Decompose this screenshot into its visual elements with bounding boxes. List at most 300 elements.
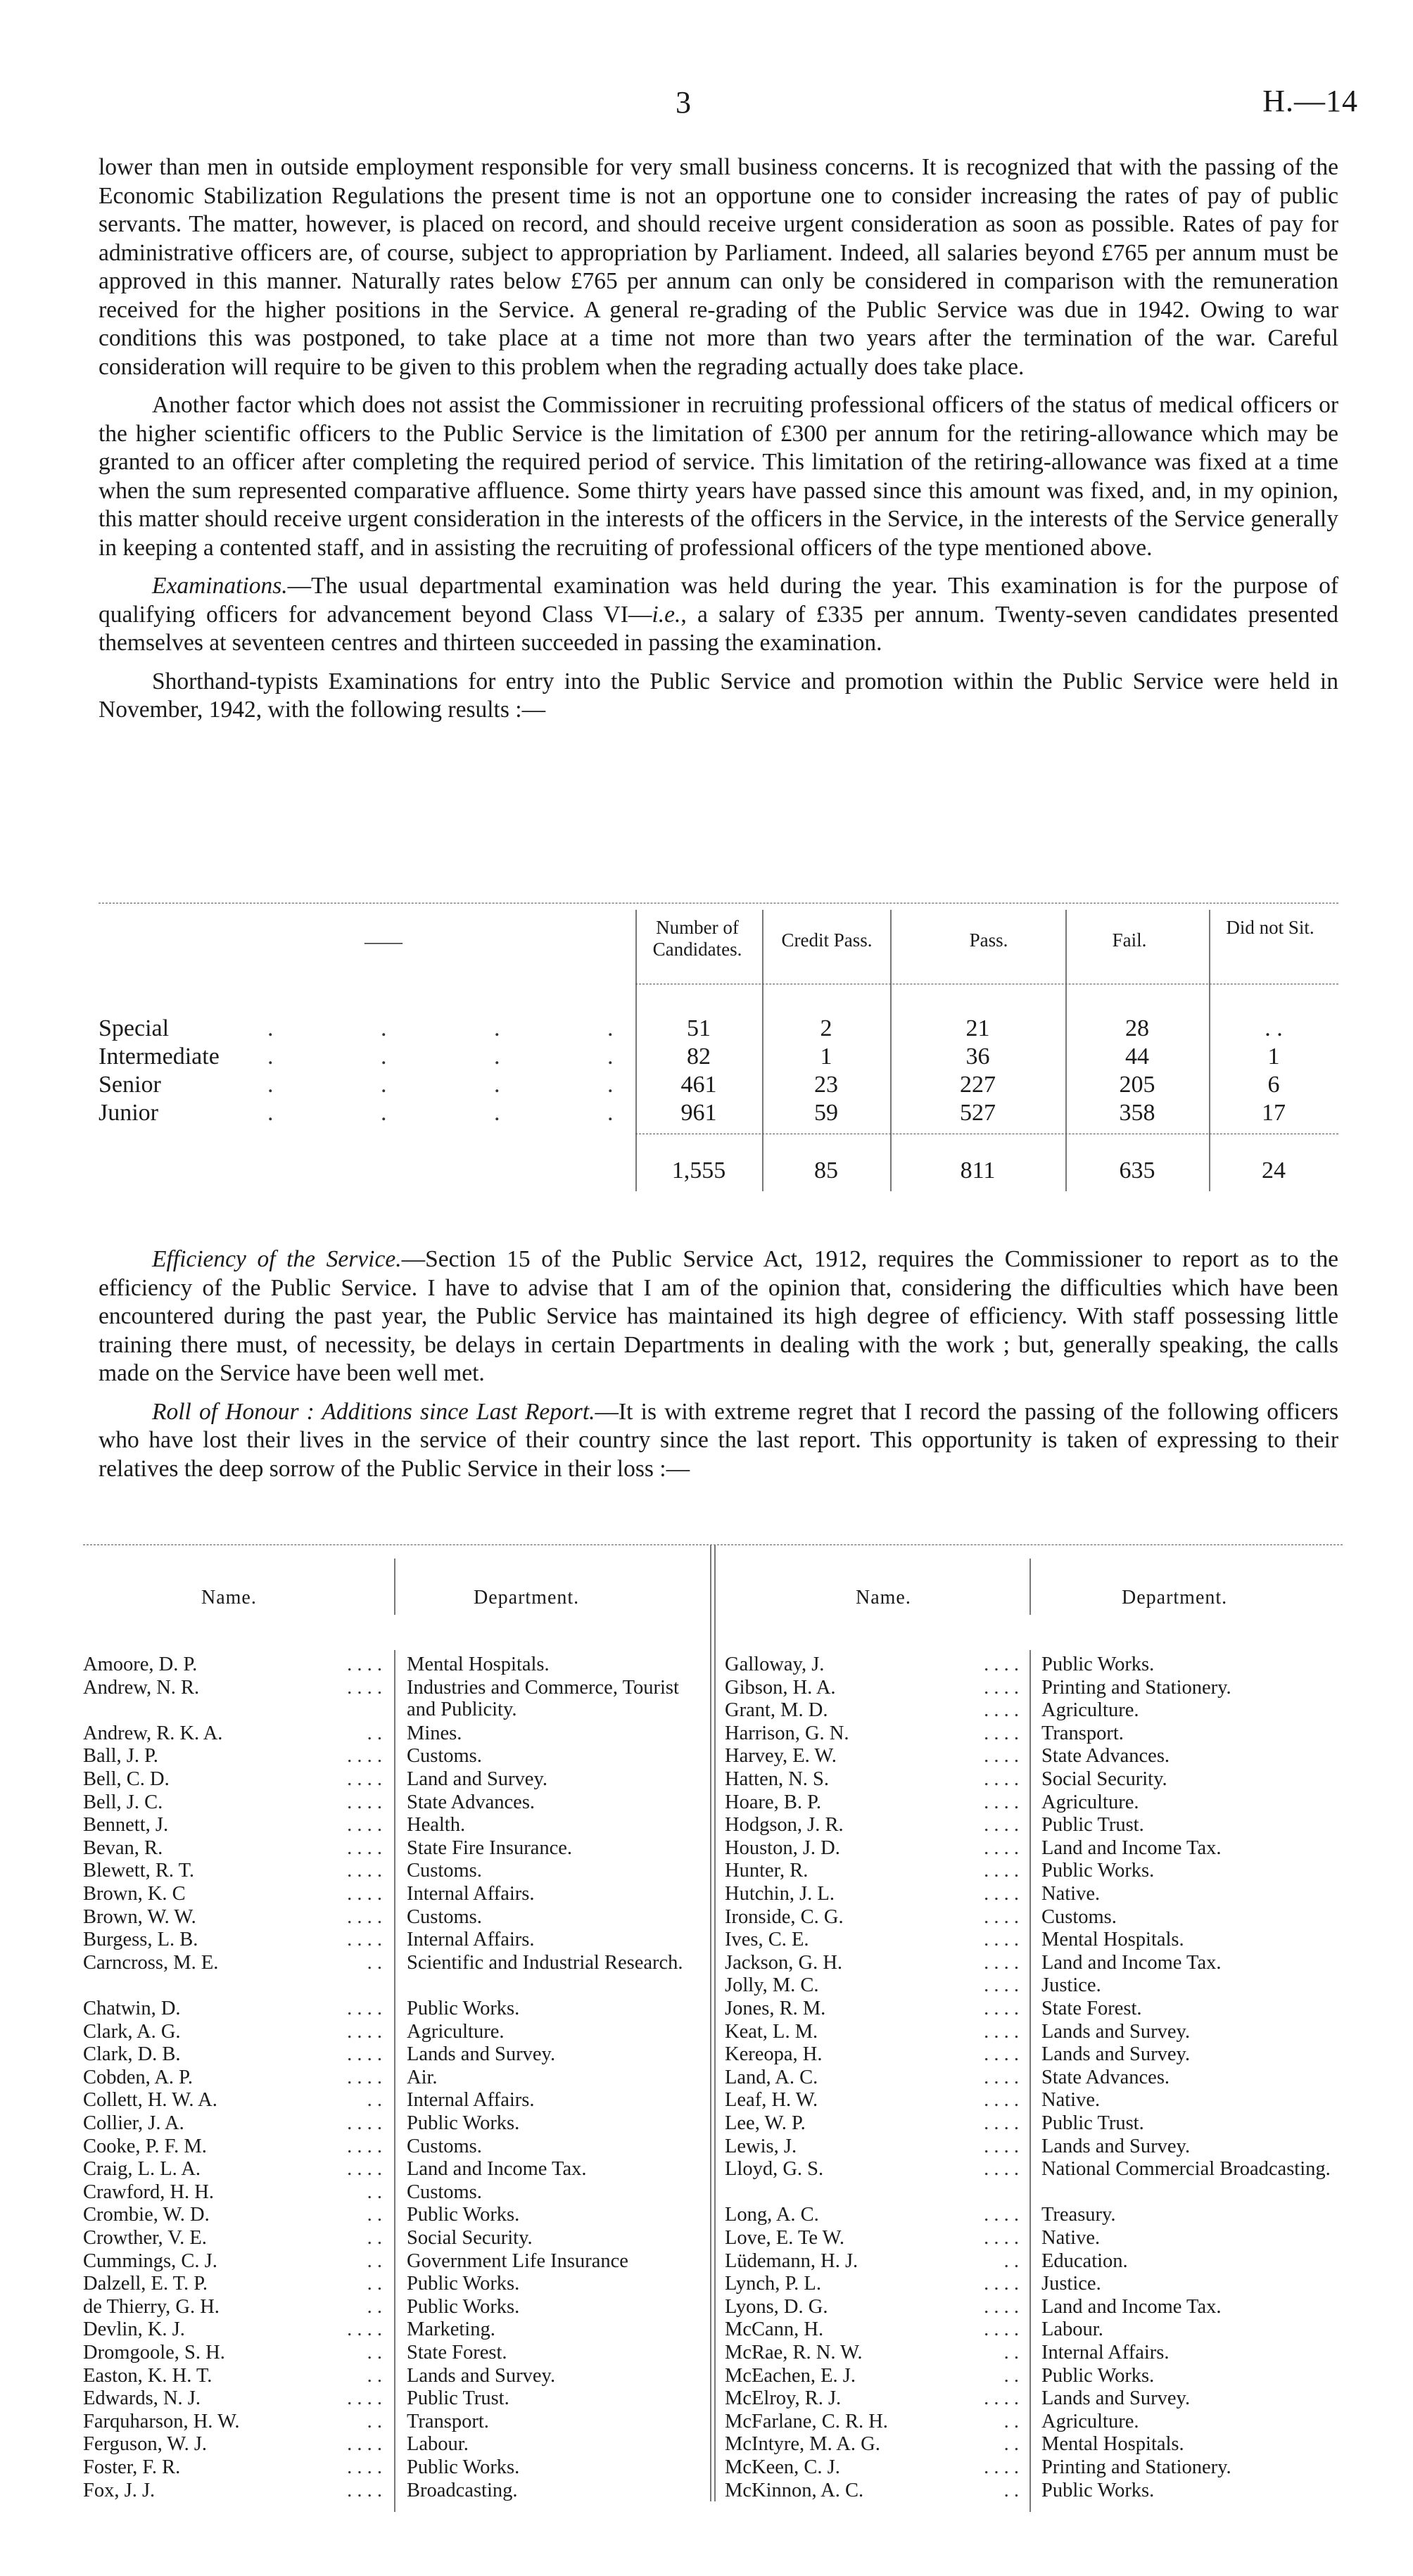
roll-entry bbox=[83, 1791, 716, 1815]
roll-entry bbox=[83, 2158, 716, 2181]
cell-fail: 44 bbox=[1125, 1043, 1149, 1070]
roll-entry bbox=[725, 2365, 1358, 2388]
leader-dots: . . bbox=[1003, 2250, 1019, 2272]
cell-candidates: 461 bbox=[680, 1072, 717, 1098]
cell-credit: 23 bbox=[814, 1072, 838, 1098]
row-label: Intermediate bbox=[99, 1043, 220, 1070]
roll-entry bbox=[725, 1745, 1358, 1768]
roll-entry bbox=[725, 2456, 1358, 2480]
roll-name: Gibson, H. A. bbox=[725, 1676, 836, 1699]
leader-dots: . . . . bbox=[984, 1768, 1019, 1790]
leader-dots: . . . . bbox=[984, 1998, 1019, 2019]
leader-dots: . . . . bbox=[267, 1100, 664, 1126]
roll-department: Lands and Survey. bbox=[1041, 2387, 1191, 2410]
roll-entry bbox=[725, 2480, 1358, 2503]
roll-entry bbox=[725, 1654, 1358, 1677]
leader-dots: . . . . bbox=[984, 1722, 1019, 1744]
roll-entry bbox=[725, 2411, 1358, 2434]
roll-department: Internal Affairs. bbox=[407, 2089, 535, 2112]
roll-entry bbox=[725, 2158, 1358, 2204]
leader-dots: . . . . bbox=[347, 1791, 382, 1813]
paragraph-1: lower than men in outside employment responsible for very small business concerns. It is recognized that with the passing of the Economic Stabilization Regulations the present time is not an opportune one to consider increasing the rates of pay of public servants. The matter, however, is placed on record, and should receive urgent consideration as soon as possible. Rates of pay for administrative officers are, of course, subject to appropriation by Parliament. Indeed, all salaries beyond £765 per annum must be approved in this manner. Naturally rates below £765 per annum can only be considered in comparison with the remuneration received for the higher positions in the Service. A general re-grading of the Public Service was due in 1942. Owing to war conditions this was postponed, to take place at a time not more than two years after the termination of the war. Careful consideration will require to be given to this problem when the regrading actually does take place. bbox=[99, 154, 1338, 380]
leader-dots: . . . . bbox=[347, 2112, 382, 2134]
roll-entry bbox=[83, 1837, 716, 1860]
roll-name: Crowther, V. E. bbox=[83, 2227, 207, 2249]
roll-department: State Fire Insurance. bbox=[407, 1836, 573, 1859]
leader-dots: . . . . bbox=[984, 1699, 1019, 1722]
roll-divider bbox=[1029, 1559, 1031, 1615]
roll-name: Bevan, R. bbox=[83, 1836, 163, 1859]
roll-entry bbox=[83, 1929, 716, 1952]
header-credit-pass: Credit Pass. bbox=[781, 929, 873, 951]
roll-department: State Advances. bbox=[1041, 1745, 1170, 1768]
header-fail: Fail. bbox=[1112, 929, 1147, 951]
leader-dots: . . . . bbox=[347, 1883, 382, 1905]
roll-department: Industries and Commerce, Tourist and Publicity. bbox=[407, 1676, 679, 1720]
roll-name: Devlin, K. J. bbox=[83, 2318, 185, 2341]
roll-department: Printing and Stationery. bbox=[1041, 1676, 1231, 1699]
roll-department: Social Security. bbox=[407, 2227, 533, 2249]
leader-dots: . . . . bbox=[984, 1883, 1019, 1905]
roll-name: Jackson, G. H. bbox=[725, 1951, 843, 1974]
paragraph-roll bbox=[99, 1398, 1338, 1484]
roll-department: Mental Hospitals. bbox=[1041, 1929, 1184, 1951]
roll-department: State Advances. bbox=[1041, 2066, 1170, 2088]
leader-dots: . . bbox=[367, 1722, 382, 1744]
leader-dots: . . bbox=[367, 2295, 382, 2318]
leader-dots: . . . . bbox=[347, 2066, 382, 2088]
roll-department: Treasury. bbox=[1041, 2204, 1116, 2226]
roll-name: Ferguson, W. J. bbox=[83, 2433, 208, 2456]
header-candidates: Number of Candidates. bbox=[652, 917, 742, 960]
leader-dots: . . bbox=[1003, 2364, 1019, 2387]
cell-credit: 59 bbox=[814, 1100, 838, 1126]
leader-dots: . . . . bbox=[984, 2204, 1019, 2226]
examinations-text-b: , a salary of £335 per annum. Twenty-seven candidates presented themselves at seventeen centres and thirteen succeeded in passing the examination. bbox=[99, 601, 1338, 656]
roll-name: Collett, H. W. A. bbox=[83, 2089, 217, 2112]
roll-department: Customs. bbox=[407, 1905, 482, 1928]
roll-department: Justice. bbox=[1041, 1974, 1101, 1997]
leader-dots: . . . . bbox=[347, 1814, 382, 1836]
header-pass: Pass. bbox=[969, 929, 1008, 951]
roll-department: Customs. bbox=[407, 1860, 482, 1882]
leader-dots: . . . . bbox=[984, 1791, 1019, 1813]
roll-department: Public Works. bbox=[407, 1998, 520, 2019]
roll-entry bbox=[83, 2273, 716, 2296]
roll-department: Internal Affairs. bbox=[407, 1883, 535, 1905]
table-divider bbox=[890, 1149, 892, 1191]
leader-dots: . . . . bbox=[984, 1814, 1019, 1836]
roll-entry bbox=[83, 2480, 716, 2503]
roll-department: Land and Income Tax. bbox=[1041, 2295, 1222, 2318]
roll-department: Public Works. bbox=[1041, 1860, 1155, 1882]
leader-dots: . . . . bbox=[984, 2066, 1019, 2088]
shorthand-intro: Shorthand-typists Examinations for entry into the Public Service and promotion within the Public Service were held in November, 1942, with the following results :— bbox=[99, 668, 1338, 723]
roll-entry bbox=[83, 1677, 716, 1722]
roll-department: Customs. bbox=[407, 2181, 482, 2203]
roll-entry bbox=[83, 2043, 716, 2067]
roll-department: Public Works. bbox=[407, 2112, 520, 2134]
cell-credit: 1 bbox=[820, 1043, 832, 1070]
roll-department: Customs. bbox=[407, 2135, 482, 2157]
roll-name: Fox, J. J. bbox=[83, 2479, 156, 2501]
roll-department: Mental Hospitals. bbox=[1041, 2433, 1184, 2456]
roll-entry bbox=[83, 2342, 716, 2365]
roll-entry bbox=[83, 2089, 716, 2112]
cell-did-not-sit: . . bbox=[1265, 1015, 1283, 1041]
roll-name: McKinnon, A. C. bbox=[725, 2479, 864, 2501]
examinations-text-a: —The usual departmental examination was held during the year. This examination is for the purpose of qualifying officers for advancement beyond Class VI— bbox=[99, 573, 1338, 628]
leader-dots: . . bbox=[1003, 2342, 1019, 2364]
total-pass: 811 bbox=[960, 1157, 996, 1184]
table-row bbox=[99, 1072, 1338, 1100]
col-name-left: Name. bbox=[201, 1587, 257, 1609]
roll-entry bbox=[725, 2067, 1358, 2090]
roll-entry bbox=[725, 2433, 1358, 2456]
header-did-not-sit: Did not Sit. bbox=[1226, 917, 1314, 938]
roll-text: —It is with extreme regret that I record the passing of the following officers who have lost their lives in the service of their country since the last report. This opportunity is taken of expressing to their relatives the deep sorrow of the Public Service in their loss :— bbox=[99, 1398, 1338, 1482]
efficiency-heading: Efficiency of the Service. bbox=[152, 1246, 402, 1272]
roll-entry bbox=[725, 1883, 1358, 1906]
leader-dots: . . . . bbox=[347, 1745, 382, 1768]
roll-name: Amoore, D. P. bbox=[83, 1654, 198, 1675]
leader-dots: . . . . bbox=[347, 2135, 382, 2157]
roll-department: Social Security. bbox=[1041, 1768, 1167, 1790]
leader-dots: . . . . bbox=[984, 2020, 1019, 2043]
leader-dots: . . bbox=[1003, 2410, 1019, 2432]
roll-department: Health. bbox=[407, 1814, 466, 1836]
roll-name: Hutchin, J. L. bbox=[725, 1883, 835, 1905]
roll-entry bbox=[725, 2227, 1358, 2250]
roll-name: Cooke, P. F. M. bbox=[83, 2135, 207, 2157]
roll-name: Lloyd, G. S. bbox=[725, 2158, 824, 2181]
roll-entry bbox=[725, 2136, 1358, 2159]
roll-entry bbox=[83, 2136, 716, 2159]
roll-entry bbox=[83, 1906, 716, 1929]
roll-department: Native. bbox=[1041, 2227, 1101, 2249]
leader-dots: . . . . bbox=[984, 1745, 1019, 1768]
table-row bbox=[99, 1015, 1338, 1043]
roll-entry bbox=[83, 2387, 716, 2411]
roll-department: Native. bbox=[1041, 2089, 1101, 2112]
cell-pass: 21 bbox=[965, 1015, 990, 1041]
roll-department: Public Trust. bbox=[1041, 2112, 1144, 2134]
roll-entry bbox=[725, 1837, 1358, 1860]
leader-dots: . . . . bbox=[347, 2020, 382, 2043]
roll-entry bbox=[725, 2250, 1358, 2273]
roll-entry bbox=[725, 2387, 1358, 2411]
roll-department: Public Works. bbox=[1041, 1654, 1155, 1675]
leader-dots: . . . . bbox=[347, 1654, 382, 1675]
roll-entry bbox=[83, 2112, 716, 2136]
roll-name: Hoare, B. P. bbox=[725, 1791, 821, 1813]
roll-entry bbox=[83, 2250, 716, 2273]
roll-name: Ironside, C. G. bbox=[725, 1905, 844, 1928]
leader-dots: . . . . bbox=[347, 2433, 382, 2456]
cell-candidates: 51 bbox=[687, 1015, 711, 1041]
cell-did-not-sit: 17 bbox=[1262, 1100, 1286, 1126]
roll-entry bbox=[725, 1814, 1358, 1837]
paragraph-efficiency bbox=[99, 1245, 1338, 1388]
roll-entry bbox=[83, 2067, 716, 2090]
totals-row bbox=[99, 1157, 1338, 1186]
roll-entry bbox=[83, 1998, 716, 2021]
page-number: 3 bbox=[676, 85, 691, 120]
leader-dots: . . . . bbox=[347, 1929, 382, 1951]
leader-dots: . . . . bbox=[984, 2456, 1019, 2478]
total-did-not-sit: 24 bbox=[1262, 1157, 1286, 1184]
roll-entry bbox=[83, 1745, 716, 1768]
roll-department: Agriculture. bbox=[1041, 1791, 1139, 1813]
cell-credit: 2 bbox=[820, 1015, 832, 1041]
leader-dots: . . bbox=[367, 2364, 382, 2387]
leader-dots: . . bbox=[367, 2250, 382, 2272]
cell-candidates: 82 bbox=[687, 1043, 711, 1070]
examinations-heading: Examinations. bbox=[152, 573, 288, 599]
leader-dots: . . bbox=[367, 2227, 382, 2249]
roll-entry bbox=[725, 2273, 1358, 2296]
roll-name: Farquharson, H. W. bbox=[83, 2410, 240, 2432]
leader-dots: . . bbox=[367, 2342, 382, 2364]
leader-dots: . . . . bbox=[347, 2479, 382, 2501]
roll-department: Transport. bbox=[407, 2410, 489, 2432]
roll-entry bbox=[83, 1952, 716, 1998]
roll-department: Lands and Survey. bbox=[1041, 2135, 1191, 2157]
cell-did-not-sit: 1 bbox=[1267, 1043, 1280, 1070]
roll-name: Lee, W. P. bbox=[725, 2112, 806, 2134]
leader-dots: . . . . bbox=[347, 2158, 382, 2181]
roll-name: de Thierry, G. H. bbox=[83, 2295, 220, 2318]
roll-department: Internal Affairs. bbox=[1041, 2342, 1170, 2364]
leader-dots: . . . . bbox=[984, 1951, 1019, 1974]
roll-name: Cobden, A. P. bbox=[83, 2066, 193, 2088]
roll-name: Dromgoole, S. H. bbox=[83, 2342, 225, 2364]
roll-name: Blewett, R. T. bbox=[83, 1860, 195, 1882]
roll-department: Agriculture. bbox=[1041, 2410, 1139, 2432]
roll-department: Justice. bbox=[1041, 2273, 1101, 2295]
cell-fail: 205 bbox=[1119, 1072, 1155, 1098]
leader-dots: . . . . bbox=[347, 1676, 382, 1699]
cell-pass: 527 bbox=[960, 1100, 996, 1126]
roll-name: Lewis, J. bbox=[725, 2135, 797, 2157]
roll-department: Printing and Stationery. bbox=[1041, 2456, 1231, 2478]
roll-name: Bennett, J. bbox=[83, 1814, 169, 1836]
row-label: Junior bbox=[99, 1100, 158, 1126]
leader-dots: . . . . bbox=[984, 1836, 1019, 1859]
table-row bbox=[99, 1043, 1338, 1072]
roll-entry bbox=[725, 2043, 1358, 2067]
leader-dots: . . . . bbox=[347, 2387, 382, 2410]
roll-name: McRae, R. N. W. bbox=[725, 2342, 863, 2364]
roll-name: Hunter, R. bbox=[725, 1860, 809, 1882]
roll-department: Government Life Insurance bbox=[407, 2250, 628, 2272]
leader-dots: . . bbox=[367, 2089, 382, 2112]
leader-dots: . . . . bbox=[984, 1676, 1019, 1699]
leader-dots: . . . . bbox=[984, 2387, 1019, 2410]
roll-entry bbox=[83, 2296, 716, 2319]
roll-name: Cummings, C. J. bbox=[83, 2250, 217, 2272]
roll-name: McElroy, R. J. bbox=[725, 2387, 842, 2410]
leader-dots: . . bbox=[367, 2410, 382, 2432]
leader-dots: . . . . bbox=[347, 1836, 382, 1859]
roll-entry bbox=[725, 1699, 1358, 1722]
leader-dots: . . . . bbox=[984, 1860, 1019, 1882]
roll-entry bbox=[83, 1654, 716, 1677]
roll-entry bbox=[83, 2433, 716, 2456]
row-label: Senior bbox=[99, 1072, 161, 1098]
roll-name: Easton, K. H. T. bbox=[83, 2364, 213, 2387]
roll-entry bbox=[725, 1768, 1358, 1791]
paragraph-examinations bbox=[99, 572, 1338, 658]
roll-name: Houston, J. D. bbox=[725, 1836, 840, 1859]
roll-department: Marketing. bbox=[407, 2318, 495, 2341]
roll-department: State Forest. bbox=[407, 2342, 507, 2364]
roll-entry bbox=[83, 2204, 716, 2227]
roll-name: McKeen, C. J. bbox=[725, 2456, 840, 2478]
cell-fail: 28 bbox=[1125, 1015, 1149, 1041]
roll-department: Public Works. bbox=[1041, 2479, 1155, 2501]
roll-name: Crawford, H. H. bbox=[83, 2181, 215, 2203]
roll-name: Bell, C. D. bbox=[83, 1768, 170, 1790]
roll-department: Public Works. bbox=[407, 2204, 520, 2226]
roll-name: Harrison, G. N. bbox=[725, 1722, 849, 1744]
roll-name: Lynch, P. L. bbox=[725, 2273, 821, 2295]
roll-name: Andrew, R. K. A. bbox=[83, 1722, 223, 1744]
roll-department: Labour. bbox=[407, 2433, 469, 2456]
leader-dots: . . . . bbox=[347, 2456, 382, 2478]
leader-dots: . . . . bbox=[347, 1905, 382, 1928]
roll-name: Burgess, L. B. bbox=[83, 1929, 198, 1951]
roll-entry bbox=[83, 2365, 716, 2388]
roll-department: State Advances. bbox=[407, 1791, 536, 1813]
cell-pass: 227 bbox=[960, 1072, 996, 1098]
roll-name: Harvey, E. W. bbox=[725, 1745, 837, 1768]
table-divider bbox=[1065, 1149, 1067, 1191]
total-candidates: 1,555 bbox=[671, 1157, 726, 1184]
leader-dots: . . . . bbox=[267, 1043, 664, 1070]
leader-dots: . . . . bbox=[984, 2135, 1019, 2157]
cell-did-not-sit: 6 bbox=[1267, 1072, 1280, 1098]
roll-name: Clark, A. G. bbox=[83, 2020, 181, 2043]
roll-department: Mental Hospitals. bbox=[407, 1654, 550, 1675]
roll-name: Brown, K. C bbox=[83, 1883, 186, 1905]
roll-name: McFarlane, C. R. H. bbox=[725, 2410, 888, 2432]
roll-entry bbox=[725, 2112, 1358, 2136]
roll-name: Lüdemann, H. J. bbox=[725, 2250, 858, 2272]
roll-name: Kereopa, H. bbox=[725, 2043, 823, 2066]
examinations-ie: i.e. bbox=[652, 601, 681, 628]
table-divider bbox=[1209, 1149, 1210, 1191]
roll-name: Leaf, H. W. bbox=[725, 2089, 818, 2112]
roll-name: Clark, D. B. bbox=[83, 2043, 181, 2066]
roll-entry bbox=[83, 2456, 716, 2480]
cell-pass: 36 bbox=[965, 1043, 990, 1070]
roll-name: Carncross, M. E. bbox=[83, 1951, 219, 1974]
leader-dots: . . . . bbox=[984, 2158, 1019, 2181]
cell-fail: 358 bbox=[1119, 1100, 1155, 1126]
leader-dots: . . . . bbox=[267, 1015, 664, 1041]
dash-header: —— bbox=[365, 931, 403, 952]
roll-name: Grant, M. D. bbox=[725, 1699, 828, 1722]
roll-name: Jolly, M. C. bbox=[725, 1974, 819, 1997]
roll-department: Transport. bbox=[1041, 1722, 1124, 1744]
roll-entry bbox=[83, 1722, 716, 1746]
leader-dots: . . . . bbox=[984, 1929, 1019, 1951]
row-label: Special bbox=[99, 1015, 170, 1041]
roll-department: Broadcasting. bbox=[407, 2479, 518, 2501]
col-name-right: Name. bbox=[856, 1587, 911, 1609]
roll-name: Lyons, D. G. bbox=[725, 2295, 828, 2318]
roll-name: Jones, R. M. bbox=[725, 1998, 826, 2019]
roll-department: Land and Income Tax. bbox=[407, 2158, 587, 2181]
roll-department: Agriculture. bbox=[407, 2020, 505, 2043]
roll-entry bbox=[725, 2342, 1358, 2365]
roll-department: Native. bbox=[1041, 1883, 1101, 1905]
leader-dots: . . . . bbox=[347, 1998, 382, 2019]
roll-entry bbox=[725, 1906, 1358, 1929]
roll-department: Public Works. bbox=[407, 2456, 520, 2478]
roll-name: Galloway, J. bbox=[725, 1654, 825, 1675]
roll-entry bbox=[725, 1860, 1358, 1883]
leader-dots: . . bbox=[1003, 2433, 1019, 2456]
roll-divider bbox=[394, 1559, 395, 1615]
paragraph-2: Another factor which does not assist the Commissioner in recruiting professional officers of the status of medical officers or the higher scientific officers to the Public Service is the limitation of £300 per annum for the retiring-allowance which may be granted to an officer after completing the required period of service. This limitation of the retiring-allowance was fixed at a time when the sum represented comparative affluence. Some thirty years have passed since this amount was fixed, and, in my opinion, this matter should receive urgent consideration in the interests of the officers in the Service, in the interests of the Service generally in keeping a contented staff, and in assisting the recruiting of professional officers of the type mentioned above. bbox=[99, 392, 1338, 561]
leader-dots: . . . . bbox=[984, 2089, 1019, 2112]
roll-entry bbox=[83, 1860, 716, 1883]
roll-name: McEachen, E. J. bbox=[725, 2364, 856, 2387]
roll-name: Edwards, N. J. bbox=[83, 2387, 201, 2410]
efficiency-text: —Section 15 of the Public Service Act, 1912, requires the Commissioner to report as to the efficiency of the Public Service. I have to advise that I am of the opinion that, considering the difficulties which have been encountered during the past year, the Public Service has maintained its high degree of efficiency. With staff possessing little training there must, of necessity, be delays in certain Departments in dealing with the work ; but, generally speaking, the calls made on the Service have been well met. bbox=[99, 1246, 1338, 1386]
page-reference: H.—14 bbox=[1262, 84, 1358, 118]
roll-name: Hatten, N. S. bbox=[725, 1768, 830, 1790]
roll-entry bbox=[725, 1677, 1358, 1700]
leader-dots: . . bbox=[367, 2181, 382, 2203]
leader-dots: . . . . bbox=[347, 1768, 382, 1790]
leader-dots: . . bbox=[1003, 2479, 1019, 2501]
roll-heading: Roll of Honour : Additions since Last Report. bbox=[152, 1398, 595, 1425]
roll-name: Ives, C. E. bbox=[725, 1929, 809, 1951]
roll-department: Land and Income Tax. bbox=[1041, 1951, 1222, 1974]
roll-name: Keat, L. M. bbox=[725, 2020, 818, 2043]
roll-name: Crombie, W. D. bbox=[83, 2204, 210, 2226]
roll-name: Chatwin, D. bbox=[83, 1998, 181, 2019]
col-dept-left: Department. bbox=[474, 1587, 580, 1609]
leader-dots: . . . . bbox=[347, 1860, 382, 1882]
roll-name: Hodgson, J. R. bbox=[725, 1814, 844, 1836]
roll-entry bbox=[725, 2021, 1358, 2044]
roll-name: McCann, H. bbox=[725, 2318, 824, 2341]
roll-department: Land and Survey. bbox=[407, 1768, 547, 1790]
total-credit: 85 bbox=[814, 1157, 838, 1184]
roll-department: Scientific and Industrial Research. bbox=[407, 1951, 683, 1974]
roll-entry bbox=[83, 1883, 716, 1906]
roll-entry bbox=[725, 1929, 1358, 1952]
roll-name: Collier, J. A. bbox=[83, 2112, 184, 2134]
leader-dots: . . bbox=[367, 2204, 382, 2226]
table-divider bbox=[635, 1149, 637, 1191]
roll-department: Public Trust. bbox=[1041, 1814, 1144, 1836]
roll-department: Land and Income Tax. bbox=[1041, 1836, 1222, 1859]
cell-candidates: 961 bbox=[680, 1100, 717, 1126]
leader-dots: . . . . bbox=[984, 2227, 1019, 2249]
col-dept-right: Department. bbox=[1122, 1587, 1228, 1609]
roll-name: Craig, L. L. A. bbox=[83, 2158, 201, 2181]
body-text bbox=[99, 153, 1338, 735]
leader-dots: . . . . bbox=[984, 1654, 1019, 1675]
roll-department: Public Works. bbox=[407, 2295, 520, 2318]
roll-department: National Commercial Broadcasting. bbox=[1041, 2158, 1331, 2181]
roll-name: Dalzell, E. T. P. bbox=[83, 2273, 208, 2295]
